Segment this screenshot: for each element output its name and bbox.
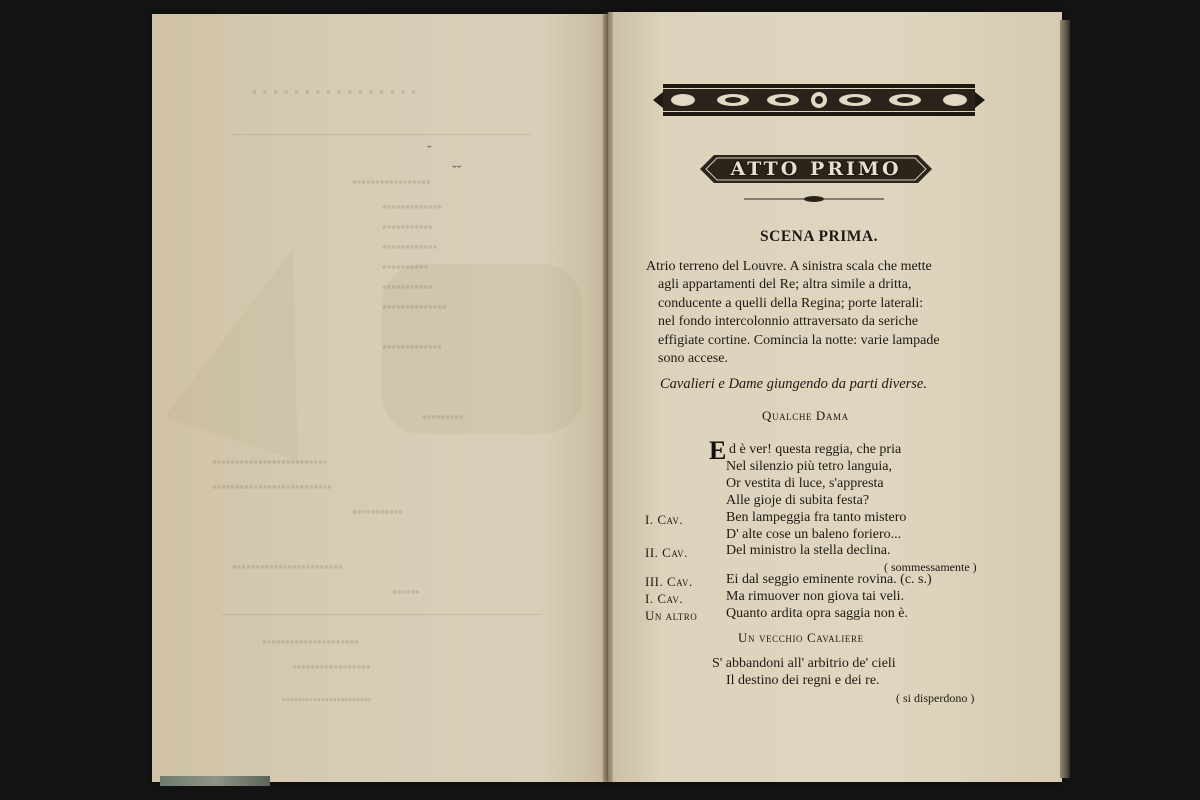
dialogue-line: Ben lampeggia fra tanto mistero (726, 510, 907, 525)
dialogue-line: Quanto ardita opra saggia non è. (726, 606, 908, 621)
verse-line: Nel silenzio più tetro languia, (726, 459, 893, 474)
left-page-edge (160, 776, 270, 786)
description-line: nel fondo intercolonnio attraversato da seriche (658, 314, 919, 330)
dialogue-line: D' alte cose un baleno foriero... (726, 527, 902, 542)
verse-line: d è ver! questa reggia, che pria (729, 442, 902, 457)
description-line: conducente a quelli della Regina; porte laterali: (658, 295, 924, 311)
title-underline-ornament (744, 195, 884, 203)
speaker-heading: Qualche Dama (762, 408, 849, 423)
book-spine (603, 12, 613, 782)
scene-heading: SCENA PRIMA. (760, 228, 878, 245)
final-stage-direction: ( si disperdono ) (896, 691, 975, 705)
description-line: effigiate cortine. Comincia la notte: varie lampade (658, 332, 940, 348)
verse-line: Or vestita di luce, s'appresta (726, 476, 884, 491)
left-page-show-through: ▪▪▪▪▪▪▪▪▪▪▪▪▪▪▪▪ ▪▪▪▪▪▪▪▪▪▪▪▪▪▪▪▪▪ ▪▪▪▪▪▪▪▪▪▪▪▪▪ ▪▪▪▪▪▪▪▪▪▪▪ ▪▪▪▪▪▪▪▪▪▪▪▪ ▪▪▪▪▪▪▪▪▪▪ ▪▪▪▪▪▪▪▪▪▪▪ ▪▪▪▪▪▪▪▪▪▪▪▪▪▪ ▪▪▪▪▪▪▪▪▪▪▪▪▪ ▪▪▪▪▪▪▪▪▪ ▪▪▪▪▪▪▪▪▪▪▪▪▪▪▪▪▪▪▪▪▪▪▪▪▪ ▪▪▪▪▪▪▪▪▪▪▪▪▪▪▪▪▪▪▪▪▪▪▪▪▪▪ ▪▪▪▪▪▪▪▪▪▪▪ ▪▪▪▪▪▪▪▪▪▪▪▪▪▪▪▪▪▪▪▪▪▪▪▪ ▪▪▪▪▪▪ ▪▪▪▪▪▪▪▪▪▪▪▪▪▪▪▪▪▪▪▪▪ ▪▪▪▪▪▪▪▪▪▪▪▪▪▪▪▪▪ ▪▪▪▪▪▪▪▪▪▪▪▪▪▪▪▪▪▪▪▪▪▪▪ ˘ ˘˘ (152, 14, 608, 782)
stage-direction-inline: ( sommessamente ) (884, 560, 977, 574)
description-line: sono accese. (658, 351, 728, 367)
verse-line: Alle gioje di subita festa? (726, 493, 870, 508)
speaker-role: Un altro (645, 608, 698, 623)
verse-line: S' abbandoni all' arbitrio de' cieli (712, 656, 896, 671)
left-page (152, 14, 608, 782)
speaker-heading: Un vecchio Cavaliere (738, 630, 864, 645)
dialogue-line: Ei dal seggio eminente rovina. (c. s.) (726, 572, 932, 587)
description-line: Atrio terreno del Louvre. A sinistra scala che mette (646, 259, 932, 274)
drop-cap: E (709, 436, 727, 465)
scene-description (646, 258, 940, 368)
speaker-role: II. Cav. (645, 545, 688, 560)
act-title: ATTO PRIMO (730, 158, 902, 180)
speaker-role: III. Cav. (645, 574, 693, 589)
dialogue-line: Ma rimuover non giova tai veli. (726, 589, 905, 604)
stage-direction: Cavalieri e Dame giungendo da parti diverse. (660, 376, 927, 392)
dialogue-line: Del ministro la stella declina. (726, 543, 891, 558)
verse-line: Il destino dei regni e dei re. (726, 673, 880, 688)
right-page-edge (1060, 20, 1070, 778)
speaker-role: I. Cav. (645, 512, 684, 527)
speaker-role: I. Cav. (645, 591, 684, 606)
description-line: agli appartamenti del Re; altra simile a dritta, (658, 277, 912, 293)
ornament-header (653, 80, 985, 120)
